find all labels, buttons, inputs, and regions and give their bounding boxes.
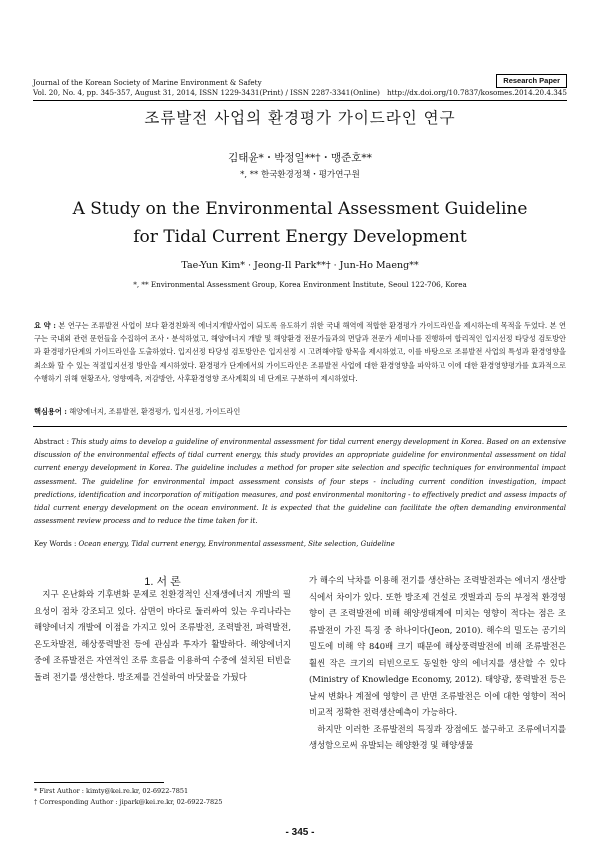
title-korean: 조류발전 사업의 환경평가 가이드라인 연구	[144, 109, 456, 127]
intro-paragraph-right-2: 하지만 이러한 조류발전의 특징과 장점에도 불구하고 조류에너지를 생성함으로써 유발되는 해양환경 및 해양생물	[309, 723, 566, 750]
footnote-rule	[34, 782, 164, 783]
affiliation-english: *, ** Environmental Assessment Group, Korea Environment Institute, Seoul 122-706, Korea	[133, 280, 467, 289]
journal-name: Journal of the Korean Society of Marine Environment & Safety	[33, 78, 262, 87]
header-rule	[33, 100, 567, 101]
journal-header	[33, 78, 567, 98]
title-english: A Study on the Environmental Assessment Guideline for Tidal Current Energy Development	[72, 199, 528, 247]
abstract-english-label: Abstract :	[34, 438, 69, 446]
intro-paragraph-left: 지구 온난화와 기후변화 문제로 친환경적인 신재생에너지 개발의 필요성이 점차 강조되고 있다. 삼면이 바다로 둘러싸여 있는 우리나라는 해양에너지 개발에 이점을 가지고 있어 조류발전, 조력발전, 파력발전, 온도차발전, 해상풍력발전 등에 관심과 투자가 활발하다. 해양에너지 중에 조류발전은 자연적인 조류 흐름을 이용하여 수중에 설치된 터빈을 돌려 전기를 생산한다. 방조제를 건설하여 바닷물을 가뒀다	[34, 589, 291, 682]
research-paper-badge: Research Paper	[496, 74, 567, 88]
footnote-first-author: * First Author : kimty@kei.re.kr, 02-6922-7851	[34, 787, 189, 795]
doi-link[interactable]: http://dx.doi.org/10.7837/kosomes.2014.20.4.345	[387, 88, 567, 97]
footnote-corresponding-author: † Corresponding Author : jipark@kei.re.kr, 02-6922-7825	[34, 798, 223, 806]
body-column-left	[34, 586, 291, 685]
keywords-english	[34, 540, 566, 548]
abstract-english-text: This study aims to develop a guideline of environmental assessment for tidal current energy development in Korea. Based on an extensive discussion of the environmental effects of tidal current energy, this study provides an appropriate guideline for environmental assessment on tidal current energy development in Korea. The guideline includes a method for proper site selection and specific techniques for environmental impact assessment. The guideline for environmental impact assessment consists of four steps - including current condition investigation, impact predictions, identification and incorporation of mitigation measures, and post environmental monitoring - to effectively predict and assess impacts of tidal current energy development on the ocean environment. It is expected that the guideline can facilitate the often demanding environmental assessment review process and to reduce the time taken for it.	[34, 438, 566, 526]
keywords-korean-label: 핵심용어 :	[34, 407, 67, 416]
abstract-korean-label: 요 약 :	[34, 321, 56, 330]
authors-english: Tae-Yun Kim* · Jeong-Il Park**† · Jun-Ho Maeng**	[181, 260, 419, 271]
body-column-right	[309, 572, 566, 754]
intro-paragraph-right-1: 가 해수의 낙차를 이용해 전기를 생산하는 조력발전과는 에너지 생산방식에서 차이가 있다. 또한 방조제 건설로 갯벌과괴 등의 부정적 환경영향이 큰 조력발전에 비해 해양생태계에 미치는 영향이 적다는 점은 조류발전이 가진 특징 중 하나이다(Jeon, 2010). 해수의 밀도는 공기의 밀도에 비해 약 840배 크기 때문에 해상풍력발전에 비해 조류발전은 훨씬 작은 크기의 터빈으로도 동일한 양의 에너지를 생산할 수 있다(Ministry of Knowledge Economy, 2012). 태양광, 풍력발전 등은 날씨 변화나 계절에 영향이 큰 반면 조류발전은 이에 대한 영향이 적어 비교적 정확한 전력생산예측이 가능하다.	[309, 575, 566, 717]
footnotes	[34, 786, 291, 808]
authors-korean: 김태윤*・박정일**†・맹준호**	[228, 152, 372, 164]
keywords-korean	[34, 407, 566, 417]
abstract-korean-text: 본 연구는 조류발전 사업이 보다 환경친화적 에너지개발사업이 되도록 유도하기 위한 국내 해역에 적합한 환경평가 가이드라인을 제시하는데 목적을 두었다. 본 연구는 국내외 관련 문헌들을 수집하여 조사・분석하였고, 해양에너지 개발 및 해양환경 전문가들과의 면담과 전문가 세미나를 진행하여 합리적인 입지선정 타당성 검토방안과 환경평가단계의 가이드라인을 도출하였다. 입지선정 타당성 검토방안은 입지선정 시 고려해야할 항목을 제시하였고, 이를 바탕으로 조류발전 사업의 특성과 환경영향을 최소화 할 수 있는 적절입지선정 방안을 제시하였다. 환경평가 단계에서의 가이드라인은 조류발전 사업에 대한 환경영향을 파악하고 이에 대한 환경영향평가를 효과적으로 수행하기 위해 현황조사, 영향예측, 저감방안, 사후환경영향 조사계획의 네 단계로 구분하여 제시하였다.	[34, 321, 566, 383]
abstract-divider	[33, 426, 567, 427]
page-number: - 345 -	[285, 827, 315, 838]
keywords-korean-text: 해양에너지, 조류발전, 환경평가, 입지선정, 가이드라인	[69, 407, 241, 416]
abstract-korean	[34, 319, 566, 385]
volume-info: Vol. 20, No. 4, pp. 345-357, August 31, 2014, ISSN 1229-3431(Print) / ISSN 2287-3341(Online)	[33, 88, 380, 97]
section-heading-introduction: 1. 서 론	[144, 576, 181, 588]
abstract-english	[34, 436, 566, 528]
keywords-english-text: Ocean energy, Tidal current energy, Environmental assessment, Site selection, Guideline	[78, 540, 395, 548]
keywords-english-label: Key Words :	[34, 540, 77, 548]
affiliation-korean: *, ** 한국환경정책・평가연구원	[240, 170, 360, 180]
